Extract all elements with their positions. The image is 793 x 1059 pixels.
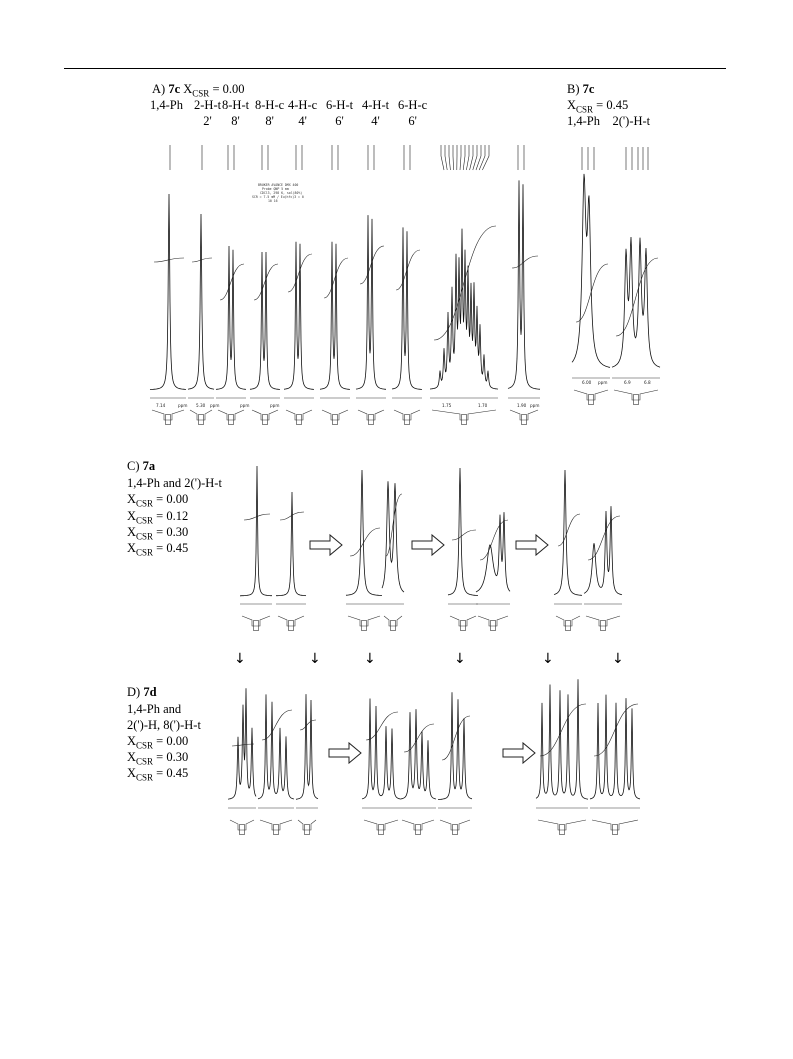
svg-text:1.75: 1.75: [442, 403, 452, 408]
integral-curve: [512, 256, 538, 268]
integral-curve: [232, 744, 254, 746]
panel-b-x-value: $X_{CSR} = 0.45$: [567, 98, 629, 115]
integral-box: [453, 825, 458, 835]
panel-d-spectrum-7: [536, 679, 588, 799]
svg-text:SCR = 7.5 mM / Eu(hfc)3 = 0: SCR = 7.5 mM / Eu(hfc)3 = 0: [252, 195, 304, 199]
peak-tick: [470, 145, 473, 170]
integral-box: [566, 621, 571, 631]
integral-bracket: [574, 390, 608, 400]
integral-bracket: [152, 410, 184, 420]
panel-c-line-1: 1,4-Ph and 2(')-H-t: [127, 476, 222, 490]
panel-d-line-2: 2(')-H, 8(')-H-t: [127, 718, 201, 732]
spectrum-4-h-t: [356, 215, 386, 389]
panel-a-title: A) 7c $X_{CSR} = 0.00$: [152, 82, 245, 99]
integral-curve: [300, 720, 316, 730]
integral-box: [379, 825, 384, 835]
panel-c-title: C) 7a: [127, 459, 156, 473]
panel-c-x-2: $X_{CSR} = 0.30$: [127, 525, 189, 542]
integral-box: [522, 415, 527, 425]
integral-box: [274, 825, 279, 835]
panel-d-title: D) 7d: [127, 685, 157, 699]
integral-box: [333, 415, 338, 425]
integral-curve: [396, 250, 420, 290]
peak-tick: [463, 145, 465, 170]
panel-c-spectrum-2: [276, 492, 306, 596]
integral-bracket: [348, 616, 380, 626]
right-arrow-icon: [516, 535, 548, 555]
down-arrow-icon: ↓: [612, 651, 624, 667]
svg-text:6.00: 6.00: [582, 380, 592, 385]
integral-bracket: [592, 820, 638, 830]
panel-d-spectrum-6: [438, 692, 472, 799]
peak-tick: [441, 145, 444, 170]
integral-bracket: [358, 410, 384, 420]
integral-box: [416, 825, 421, 835]
instrument-note: [252, 183, 304, 203]
spectrum-8-h-c: [250, 252, 280, 390]
svg-text:ppm: ppm: [598, 380, 608, 385]
integral-bracket: [432, 410, 496, 420]
integral-curve: [244, 514, 270, 520]
peak-tick: [445, 145, 447, 170]
integral-bracket: [190, 410, 212, 420]
integral-box: [589, 395, 594, 405]
integral-bracket: [230, 820, 254, 830]
integral-bracket: [614, 390, 658, 400]
right-arrow-icon: [329, 743, 361, 763]
panel-d-spectrum-3: [296, 694, 318, 799]
peak-tick: [460, 145, 461, 170]
panel-d-x-0: $X_{CSR} = 0.00$: [127, 734, 189, 751]
panel-d-spectrum-8: [590, 695, 640, 799]
peak-tick: [466, 145, 469, 170]
panel-a-axis-labels: [156, 403, 539, 408]
svg-text:1.70: 1.70: [478, 403, 488, 408]
integral-box: [613, 825, 618, 835]
svg-text:7.14: 7.14: [156, 403, 166, 408]
integral-box: [229, 415, 234, 425]
spectrum-6-h-t: [320, 242, 350, 390]
integral-bracket: [286, 410, 312, 420]
integral-curve: [350, 528, 380, 556]
integral-box: [461, 621, 466, 631]
panel-a-label-5: 4-H-c 4': [288, 98, 318, 128]
panel-c-spectrum-1: [240, 466, 272, 596]
panel-a-label-6: 6-H-t 6': [326, 98, 354, 128]
integral-bracket: [538, 820, 586, 830]
panel-c-spectrum-3: [346, 470, 382, 596]
down-arrow-icon: ↓: [234, 651, 246, 667]
svg-text:CDCl3, 298 K, sol(80%): CDCl3, 298 K, sol(80%): [260, 191, 303, 195]
integral-bracket: [586, 616, 620, 626]
down-arrow-icon: ↓: [364, 651, 376, 667]
integral-bracket: [242, 616, 270, 626]
integral-box: [462, 415, 467, 425]
spectrum-multiplet: [430, 229, 498, 390]
integral-curve: [154, 258, 184, 262]
panel-b-groups: 1,4-Ph 2(')-H-t: [567, 114, 651, 128]
panel-a-label-8: 6-H-c 6': [398, 98, 428, 128]
integral-bracket: [278, 616, 304, 626]
integral-bracket: [394, 410, 420, 420]
spectrum-8-h-t: [216, 246, 246, 389]
svg-text:BRUKER AVANCE DMX 400: BRUKER AVANCE DMX 400: [258, 183, 299, 187]
integral-box: [560, 825, 565, 835]
svg-text:Probe QNP 5 mm: Probe QNP 5 mm: [262, 187, 289, 191]
integral-box: [166, 415, 171, 425]
svg-text:ppm: ppm: [270, 403, 280, 408]
panel-c-x-3: $X_{CSR} = 0.45$: [127, 541, 189, 558]
svg-text:ppm: ppm: [210, 403, 220, 408]
panel-d-spectrum-5: [400, 709, 436, 799]
integral-box: [634, 395, 639, 405]
spectrum-high-field: [508, 180, 540, 389]
svg-text:5.30: 5.30: [196, 403, 206, 408]
panel-b-peak-ticks: [582, 147, 648, 170]
panel-a-label-4: 8-H-c 8': [255, 98, 285, 128]
panel-b-axis-labels: [582, 380, 651, 385]
integral-curve: [192, 258, 212, 262]
integral-bracket: [402, 820, 434, 830]
panel-a-label-1: 1,4-Ph: [150, 98, 183, 112]
integral-box: [297, 415, 302, 425]
svg-text:ppm: ppm: [530, 403, 540, 408]
panel-d-spectrum-1: [228, 688, 256, 799]
panel-c-x-1: $X_{CSR} = 0.12$: [127, 509, 189, 526]
integral-bracket: [252, 410, 278, 420]
integral-curve: [452, 530, 476, 540]
integral-curve: [404, 724, 434, 752]
integral-curve: [434, 226, 496, 340]
integral-curve: [220, 264, 244, 300]
integral-box: [240, 825, 245, 835]
integral-bracket: [364, 820, 398, 830]
integral-bracket: [298, 820, 316, 830]
svg-text:10 16: 10 16: [268, 199, 278, 203]
panel-d-line-1: 1,4-Ph and: [127, 702, 182, 716]
integral-curve: [442, 716, 470, 760]
integral-box: [254, 621, 259, 631]
peak-tick: [473, 145, 477, 170]
panel-a-label-2: 2-H-t 2': [194, 98, 222, 128]
integral-box: [391, 621, 396, 631]
integral-bracket: [556, 616, 580, 626]
peak-tick: [482, 145, 489, 170]
panel-d-x-2: $X_{CSR} = 0.45$: [127, 766, 189, 783]
integral-bracket: [450, 616, 476, 626]
svg-text:ppm: ppm: [178, 403, 188, 408]
spectrum-2-h-t: [188, 214, 214, 389]
panel-a-label-3: 8-H-t 8': [222, 98, 250, 128]
spectrum-1-4-ph: [150, 194, 186, 390]
svg-text:ppm: ppm: [240, 403, 250, 408]
panel-a-peak-ticks: [170, 145, 524, 170]
svg-text:6.9: 6.9: [624, 380, 631, 385]
spectrum-4-h-c: [284, 242, 314, 390]
down-arrow-icon: ↓: [309, 651, 321, 667]
spectrum-6-h-c: [392, 227, 422, 389]
panel-b-spectrum-ph: [572, 174, 610, 368]
integral-curve: [558, 514, 580, 546]
panel-c-spectrum-8: [584, 506, 622, 595]
integral-bracket: [384, 616, 402, 626]
svg-text:6.8: 6.8: [644, 380, 651, 385]
down-arrow-icon: ↓: [454, 651, 466, 667]
panel-b-title: B) 7c: [567, 82, 595, 96]
peak-tick: [453, 145, 454, 170]
down-arrow-icon: ↓: [542, 651, 554, 667]
panel-d-x-1: $X_{CSR} = 0.30$: [127, 750, 189, 767]
integral-box: [305, 825, 310, 835]
panel-b-spectrum-h-t: [612, 237, 660, 367]
integral-bracket: [260, 820, 292, 830]
integral-bracket: [218, 410, 244, 420]
panel-a-label-7: 4-H-t 4': [362, 98, 390, 128]
integral-bracket: [478, 616, 508, 626]
integral-box: [199, 415, 204, 425]
panel-c-spectrum-4: [382, 481, 404, 592]
right-arrow-icon: [412, 535, 444, 555]
integral-box: [405, 415, 410, 425]
integral-bracket: [322, 410, 348, 420]
svg-text:1.90: 1.90: [517, 403, 527, 408]
panel-c-x-0: $X_{CSR} = 0.00$: [127, 492, 189, 509]
panel-d-spectrum-2: [258, 694, 294, 799]
integral-bracket: [510, 410, 538, 420]
integral-box: [491, 621, 496, 631]
panel-c-spectrum-5: [448, 468, 478, 596]
integral-box: [263, 415, 268, 425]
integral-box: [369, 415, 374, 425]
panel-c-spectrum-7: [554, 470, 582, 595]
peak-tick: [449, 145, 450, 170]
integral-box: [362, 621, 367, 631]
integral-bracket: [440, 820, 470, 830]
integral-box: [289, 621, 294, 631]
panel-d-spectrum-4: [362, 699, 400, 799]
integral-box: [601, 621, 606, 631]
right-arrow-icon: [503, 743, 535, 763]
panel-c-spectrum-6: [476, 512, 510, 592]
right-arrow-icon: [310, 535, 342, 555]
